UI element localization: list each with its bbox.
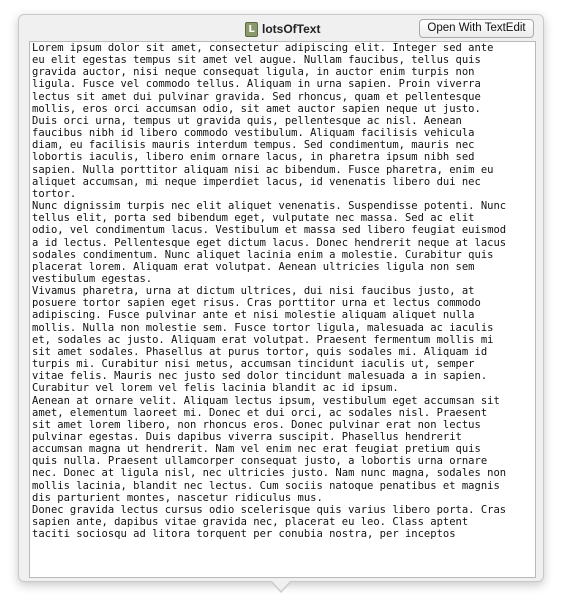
popover-arrow-fill <box>271 580 291 591</box>
title-group <box>245 21 320 37</box>
file-title: lotsOfText <box>262 22 321 36</box>
quicklook-popover <box>18 14 544 582</box>
document-icon: L <box>245 22 258 37</box>
popover-titlebar <box>19 15 543 41</box>
preview-text: Lorem ipsum dolor sit amet, consectetur adipiscing elit. Integer sed ante eu elit egestas tempus sit amet vel augue. Nullam faucibus, tellus quis gravida auctor, nisi neque consequat ligula, in auctor enim turpis non ligula. Fusce vel commodo tellus. Aliquam in urna sapien. Proin viverra lectus sit amet dui pulvinar gravida. Sed rhoncus, quam et pellentesque mollis, eros orci accumsan odio, sit amet auctor sapien neque ut justo. Duis orci urna, tempus ut gravida quis, pellentesque ac nisl. Aenean faucibus nibh id libero commodo vestibulum. Aliquam facilisis vehicula diam, eu facilisis mauris interdum tempus. Sed condimentum, mauris nec lobortis iaculis, libero enim ornare lacus, in pharetra ipsum nibh sed sapien. Nulla porttitor aliquam nisi ac bibendum. Fusce pharetra, enim eu aliquet accumsan, mi neque imperdiet lacus, id venenatis libero dui nec tortor. Nunc dignissim turpis nec elit aliquet venenatis. Suspendisse potenti. Nunc tellus elit, porta sed bibendum eget, vulputate nec massa. Sed ac elit odio, vel condimentum lacus. Vestibulum et massa sed libero feugiat euismod a id lectus. Pellentesque eget dictum lacus. Donec hendrerit neque at lacus sodales condimentum. Nunc aliquet lacinia enim a molestie. Curabitur quis placerat lorem. Aliquam erat volutpat. Aenean ultricies ligula non sem vestibulum egestas. Vivamus pharetra, urna at dictum ultrices, dui nisi faucibus justo, at posuere tortor sapien eget risus. Cras porttitor urna et lectus commodo adipiscing. Fusce pulvinar ante et nisi molestie aliquam aliquet nulla mollis. Nulla non molestie sem. Fusce tortor ligula, malesuada ac iaculis et, sodales ac justo. Aliquam erat volutpat. Praesent fermentum mollis mi sit amet sodales. Phasellus at purus tortor, quis sodales mi. Aliquam id turpis mi. Curabitur nisi metus, accumsan tincidunt iaculis ut, semper vitae felis. Mauris nec justo sed dolor tincidunt malesuada a in sapien. Curabitur vel lorem vel felis lacinia blandit ac id ipsum. Aenean at ornare velit. Aliquam lectus ipsum, vestibulum eget accumsan sit amet, elementum laoreet mi. Donec et dui orci, ac sodales nisl. Praesent sit amet lorem libero, non rhoncus eros. Donec pulvinar erat non lectus pulvinar egestas. Duis dapibus viverra suscipit. Phasellus hendrerit accumsan magna ut hendrerit. Nam vel enim nec erat feugiat pretium quis quis nulla. Praesent ullamcorper consequat justo, a lobortis urna ornare nec. Donec at ligula nisl, nec ultricies justo. Nam nunc magna, sodales non mollis lacinia, blandit nec lectus. Cum sociis natoque penatibus et magnis dis parturient montes, nascetur ridiculus mus. Donec gravida lectus cursus odio scelerisque quis varius libero porta. Cras sapien ante, dapibus vitae gravida nec, placerat eu leo. Class aptent taciti sociosqu ad litora torquent per conubia nostra, per inceptos <box>32 42 507 541</box>
open-with-textedit-button[interactable]: Open With TextEdit <box>419 19 534 38</box>
text-preview-area[interactable] <box>29 41 536 578</box>
